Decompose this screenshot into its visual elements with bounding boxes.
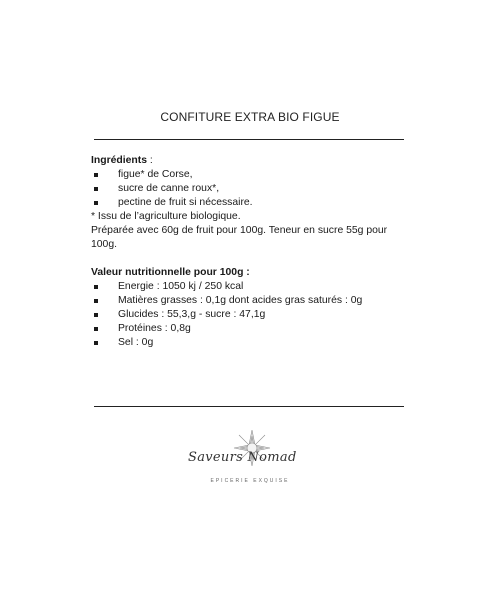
bottom-divider	[94, 406, 404, 407]
label-content	[91, 154, 411, 350]
ingredients-heading-suffix: :	[147, 155, 153, 166]
brand-tagline: EPICERIE EXQUISE	[210, 478, 290, 484]
brand-logo	[180, 426, 320, 496]
ingredients-heading	[91, 154, 411, 168]
section-spacer	[91, 252, 411, 266]
list-item: figue* de Corse,	[91, 168, 411, 182]
list-item: Sel : 0g	[91, 336, 411, 350]
list-item: Matières grasses : 0,1g dont acides gras saturés : 0g	[91, 294, 411, 308]
organic-note: * Issu de l’agriculture biologique.	[91, 211, 241, 222]
top-divider	[94, 139, 404, 140]
preparation-text: Préparée avec 60g de fruit pour 100g. Teneur en sucre 55g pour 100g.	[91, 225, 388, 250]
nutrition-heading: Valeur nutritionnelle pour 100g :	[91, 267, 250, 278]
ingredients-heading-text: Ingrédients	[91, 155, 148, 166]
list-item: sucre de canne roux*,	[91, 182, 411, 196]
list-item: Energie : 1050 kj / 250 kcal	[91, 280, 411, 294]
product-title: CONFITURE EXTRA BIO FIGUE	[160, 110, 340, 124]
nutrition-list	[91, 280, 411, 350]
list-item: Glucides : 55,3,g - sucre : 47,1g	[91, 308, 411, 322]
ingredients-list	[91, 168, 411, 210]
brand-name: Saveurs Nomad	[188, 450, 297, 465]
list-item: pectine de fruit si nécessaire.	[91, 196, 411, 210]
list-item: Protéines : 0,8g	[91, 322, 411, 336]
